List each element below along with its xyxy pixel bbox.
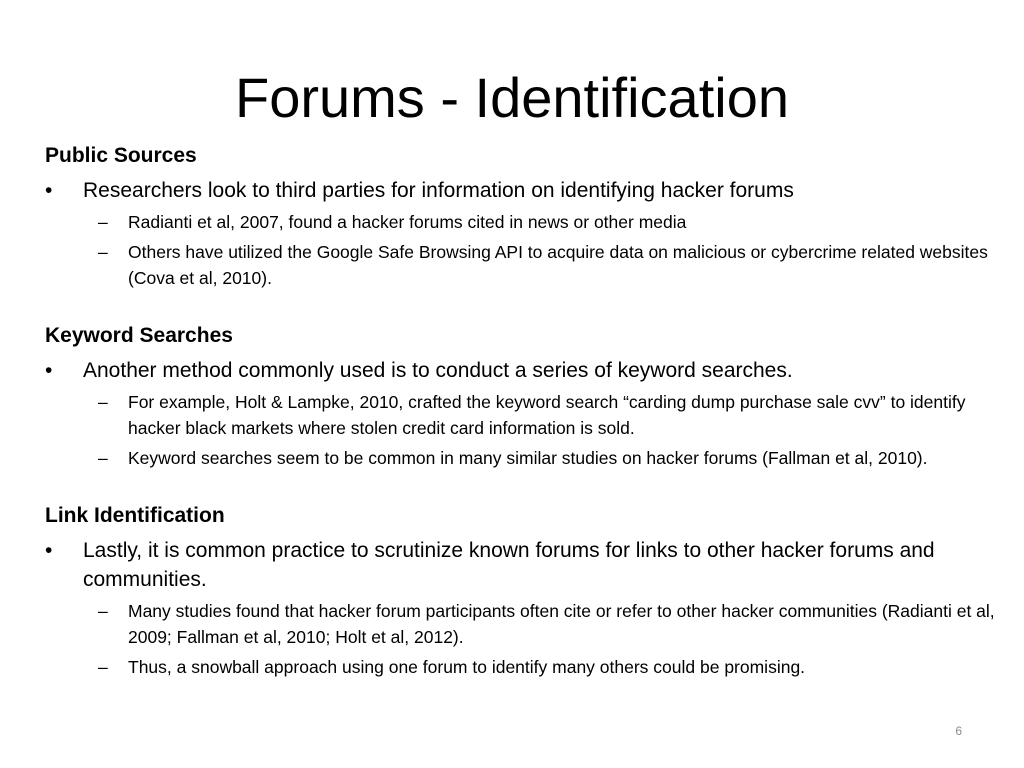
- sub-bullet-text: Keyword searches seem to be common in many similar studies on hacker forums (Fallman et al, 2010).: [128, 448, 928, 468]
- section-public-sources: [45, 141, 995, 291]
- sub-bullet-item: [45, 239, 995, 291]
- sub-bullet-text: Many studies found that hacker forum participants often cite or refer to other hacker communities (Radianti et al, 2009; Fallman et al, 2010; Holt et al, 2012).: [128, 601, 995, 647]
- sub-bullet-text: For example, Holt & Lampke, 2010, crafted the keyword search “carding dump purchase sale cvv” to identify hacker black markets where stolen credit card information is sold.: [128, 392, 966, 438]
- sub-bullet-item: [45, 445, 995, 471]
- bullet-item: [45, 356, 995, 385]
- section-link-identification: [45, 501, 995, 680]
- bullet-text: Researchers look to third parties for information on identifying hacker forums: [83, 179, 794, 202]
- dash-mark: –: [98, 601, 108, 621]
- slide-title: Forums - Identification: [235, 66, 789, 129]
- dash-mark: –: [98, 242, 108, 262]
- bullet-mark: •: [45, 179, 53, 202]
- sub-bullet-text: Others have utilized the Google Safe Browsing API to acquire data on malicious or cybercrime related websites (Cova et al, 2010).: [128, 242, 988, 288]
- sub-bullet-item: [45, 598, 995, 650]
- bullet-item: [45, 536, 995, 594]
- section-heading: Keyword Searches: [45, 324, 233, 347]
- dash-mark: –: [98, 212, 108, 232]
- section-heading: Public Sources: [45, 144, 197, 167]
- dash-mark: –: [98, 657, 108, 677]
- page-number: 6: [955, 724, 962, 738]
- bullet-text: Another method commonly used is to conduct a series of keyword searches.: [83, 359, 793, 382]
- sub-bullet-text: Thus, a snowball approach using one forum to identify many others could be promising.: [128, 657, 806, 677]
- sub-bullet-text: Radianti et al, 2007, found a hacker forums cited in news or other media: [128, 212, 687, 232]
- sub-bullet-item: [45, 389, 995, 441]
- sub-bullet-item: [45, 209, 995, 235]
- bullet-text: Lastly, it is common practice to scrutinize known forums for links to other hacker forums and communities.: [83, 539, 935, 591]
- bullet-mark: •: [45, 359, 53, 382]
- sub-bullet-item: [45, 654, 995, 680]
- bullet-item: [45, 176, 995, 205]
- section-heading: Link Identification: [45, 504, 225, 527]
- dash-mark: –: [98, 448, 108, 468]
- slide-content: [45, 141, 995, 680]
- dash-mark: –: [98, 392, 108, 412]
- section-keyword-searches: [45, 321, 995, 471]
- bullet-mark: •: [45, 539, 53, 562]
